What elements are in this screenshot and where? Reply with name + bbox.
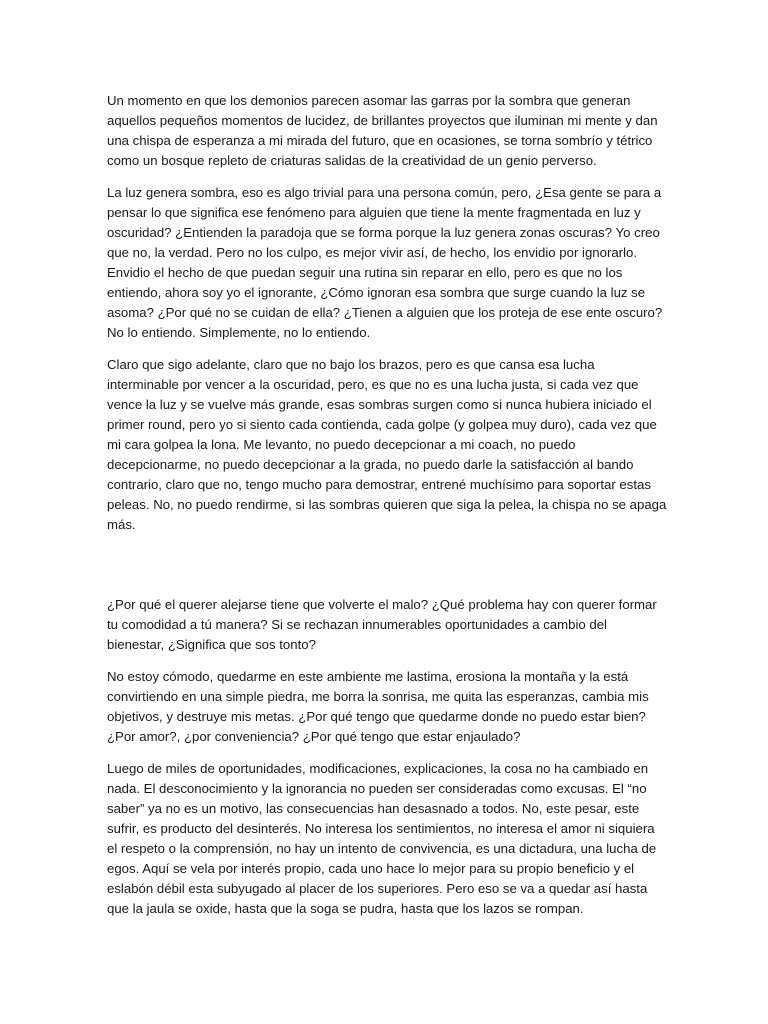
paragraph: Claro que sigo adelante, claro que no bajo los brazos, pero es que cansa esa lucha interminable por vencer a la oscuridad, pero, es que no es una lucha justa, si cada vez que vence la luz y se vuelve más grande, esas sombras surgen como si nunca hubiera iniciado el primer round, pero yo si siento cada contienda, cada golpe (y golpea muy duro), cada vez que mi cara golpea la lona. Me levanto, no puedo decepcionar a mi coach, no puedo decepcionarme, no puedo decepcionar a la grada, no puedo darle la satisfacción al bando contrario, claro que no, tengo mucho para demostrar, entrené muchísimo para soportar estas peleas. No, no puedo rendirme, si las sombras quieren que siga la pelea, la chispa no se apaga más. [107, 357, 667, 532]
paragraph: ¿Por qué el querer alejarse tiene que volverte el malo? ¿Qué problema hay con querer formar tu comodidad a tú manera? Si se rechazan innumerables oportunidades a cambio del bienestar, ¿Significa que sos tonto? [107, 597, 657, 652]
paragraph: Luego de miles de oportunidades, modificaciones, explicaciones, la cosa no ha cambiado en nada. El desconocimiento y la ignorancia no pueden ser consideradas como excusas. El “no saber” ya no es un motivo, las consecuencias han desasnado a todos. No, este pesar, este sufrir, es producto del desinterés. No interesa los sentimientos, no interesa el amor ni siquiera el respeto o la comprensión, no hay un intento de convivencia, es una dictadura, una lucha de egos. Aquí se vela por interés propio, cada uno hace lo mejor para su propio beneficio y el eslabón débil esta subyugado al placer de los superiores. Pero eso se va a quedar así hasta que la jaula se oxide, hasta que la soga se pudra, hasta que los lazos se rompan. [107, 761, 657, 916]
text-section-two [107, 595, 667, 931]
paragraph: No estoy cómodo, quedarme en este ambiente me lastima, erosiona la montaña y la está convirtiendo en una simple piedra, me borra la sonrisa, me quita las esperanzas, cambia mis objetivos, y destruye mis metas. ¿Por qué tengo que quedarme donde no puedo estar bien? ¿Por amor?, ¿por conveniencia? ¿Por qué tengo que estar enjaulado? [107, 669, 649, 744]
paragraph: Un momento en que los demonios parecen asomar las garras por la sombra que generan aquellos pequeños momentos de lucidez, de brillantes proyectos que iluminan mi mente y dan una chispa de esperanza a mi mirada del futuro, que en ocasiones, se torna sombrío y tétrico como un bosque repleto de criaturas salidas de la creatividad de un genio perverso. [107, 93, 658, 168]
paragraph: La luz genera sombra, eso es algo trivial para una persona común, pero, ¿Esa gente se para a pensar lo que significa ese fenómeno para alguien que tiene la mente fragmentada en luz y oscuridad? ¿Entienden la paradoja que se forma porque la luz genera zonas oscuras? Yo creo que no, la verdad. Pero no los culpo, es mejor vivir así, de hecho, los envidio por ignorarlo. Envidio el hecho de que puedan seguir una rutina sin reparar en ello, pero es que no los entiendo, ahora soy yo el ignorante, ¿Cómo ignoran esa sombra que surge cuando la luz se asoma? ¿Por qué no se cuidan de ella? ¿Tienen a alguien que los proteja de ese ente oscuro? No lo entiendo. Simplemente, no lo entiendo. [107, 185, 663, 340]
text-section-one [107, 91, 667, 547]
